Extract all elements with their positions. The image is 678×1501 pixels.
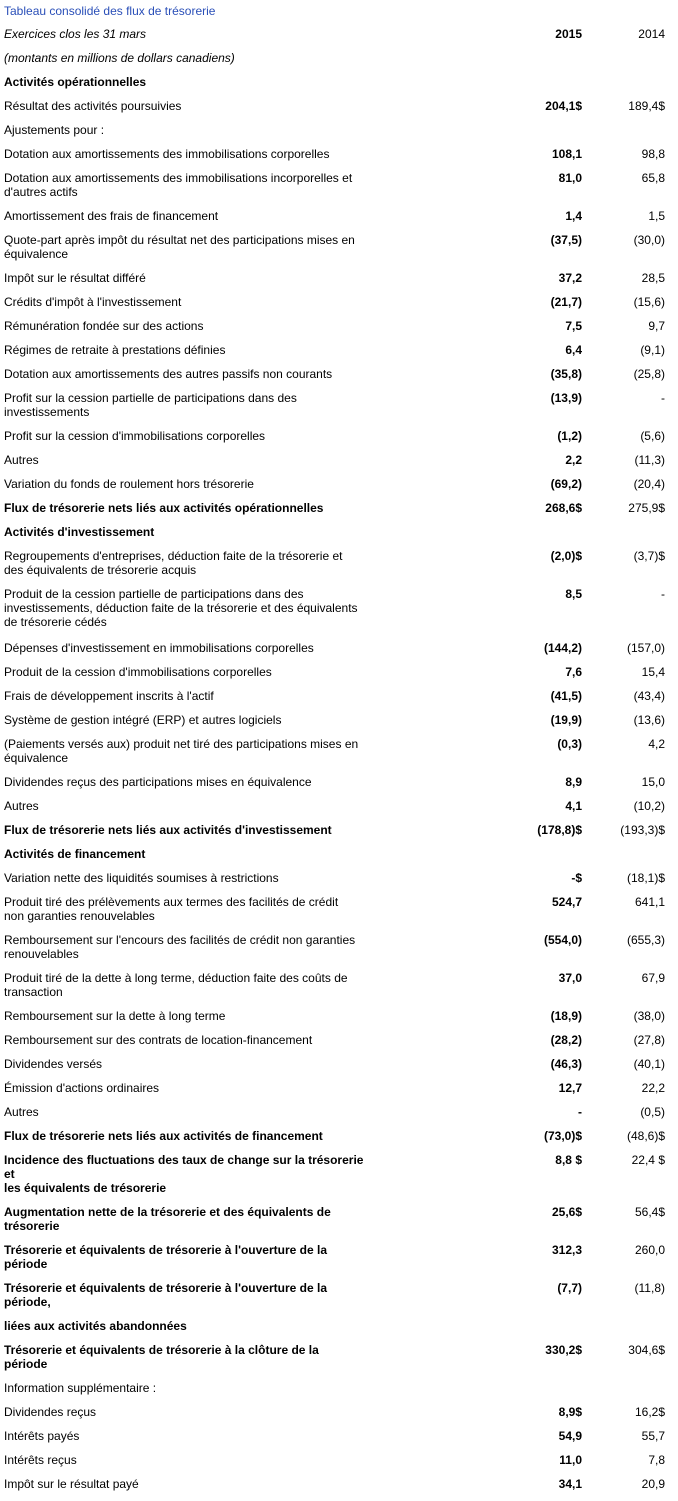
table-row (0, 1148, 678, 1200)
table-row (0, 708, 678, 732)
value-2014: (48,6)$ (626, 1129, 665, 1143)
value-2014: 56,4$ (634, 1205, 665, 1219)
row-label: Incidence des fluctuations des taux de change sur la trésorerie et les équivalents de trésorerie (4, 1153, 364, 1195)
value-2015: (0,3) (557, 737, 582, 751)
value-2014: 260,0 (634, 1243, 665, 1257)
value-2014: (18,1)$ (626, 871, 665, 885)
table-row (0, 22, 678, 46)
value-2015: (13,9) (550, 391, 582, 405)
row-label: Activités d'investissement (4, 525, 155, 539)
value-2014: 22,2 (641, 1081, 665, 1095)
table-row (0, 1124, 678, 1148)
value-2015: 12,7 (558, 1081, 582, 1095)
row-label: Trésorerie et équivalents de trésorerie à l'ouverture de la période, (4, 1281, 327, 1309)
row-label: Remboursement sur l'encours des facilités de crédit non garanties renouvelables (4, 933, 356, 961)
table-row (0, 166, 678, 204)
value-2015: 25,6$ (551, 1205, 582, 1219)
value-2015: 524,7 (551, 895, 582, 909)
value-2015: 204,1$ (545, 99, 582, 113)
value-2015: 108,1 (551, 147, 582, 161)
table-row (0, 890, 678, 928)
table-row (0, 928, 678, 966)
value-2014: (13,6) (633, 713, 665, 727)
row-label: Dotation aux amortissements des autres passifs non courants (4, 367, 333, 381)
value-2015: (144,2) (543, 641, 582, 655)
table-row (0, 660, 678, 684)
value-2014: 641,1 (634, 895, 665, 909)
row-label: Impôt sur le résultat payé (4, 1477, 139, 1491)
row-label: Flux de trésorerie nets liés aux activités de financement (4, 1129, 323, 1143)
value-2015: (28,2) (550, 1033, 582, 1047)
row-label: Produit de la cession d'immobilisations corporelles (4, 665, 272, 679)
table-row (0, 1338, 678, 1376)
row-label: (montants en millions de dollars canadiens) (4, 51, 235, 65)
row-label: Dividendes versés (4, 1057, 103, 1071)
row-label: Variation nette des liquidités soumises à restrictions (4, 871, 279, 885)
value-2015: - (578, 1105, 582, 1119)
table-row (0, 448, 678, 472)
table-row (0, 1424, 678, 1448)
value-2014: (193,3)$ (620, 823, 665, 837)
table-row (0, 1100, 678, 1124)
value-2014: 15,4 (641, 665, 665, 679)
value-2015: (554,0) (543, 933, 582, 947)
value-2014: - (661, 391, 665, 405)
table-row (0, 228, 678, 266)
table-row (0, 1076, 678, 1100)
value-2015: -$ (571, 871, 582, 885)
table-row (0, 338, 678, 362)
table-row (0, 866, 678, 890)
row-label: Dépenses d'investissement en immobilisations corporelles (4, 641, 314, 655)
table-row (0, 582, 678, 636)
row-label: Information supplémentaire : (4, 1381, 157, 1395)
value-2015: (46,3) (550, 1057, 582, 1071)
table-row (0, 314, 678, 338)
value-2014: 304,6$ (628, 1343, 665, 1357)
row-label: Remboursement sur la dette à long terme (4, 1009, 226, 1023)
row-label: Flux de trésorerie nets liés aux activités d'investissement (4, 823, 332, 837)
value-2015: 8,9$ (558, 1405, 582, 1419)
value-2014: 16,2$ (634, 1405, 665, 1419)
value-2014: 65,8 (641, 171, 665, 185)
value-2014: (10,2) (633, 799, 665, 813)
row-label: Produit de la cession partielle de participations dans des investissements, déduction faite de la trésorerie et des équivalents de trésorerie cédés (4, 587, 358, 629)
table-row (0, 1400, 678, 1424)
value-2014: (655,3) (626, 933, 665, 947)
table-row (0, 544, 678, 582)
value-2014: (0,5) (640, 1105, 665, 1119)
table-row (0, 118, 678, 142)
value-2014: 55,7 (641, 1429, 665, 1443)
value-2014: 7,8 (648, 1453, 665, 1467)
table-row (0, 46, 678, 70)
row-label: Impôt sur le résultat différé (4, 271, 146, 285)
value-2015: 34,1 (558, 1477, 582, 1491)
value-2015: (35,8) (550, 367, 582, 381)
row-label: Regroupements d'entreprises, déduction faite de la trésorerie et des équivalents de trésorerie acquis (4, 549, 343, 577)
table-row (0, 204, 678, 228)
row-label: Profit sur la cession partielle de participations dans des investissements (4, 391, 297, 419)
table-row (0, 1200, 678, 1238)
value-2014: (15,6) (633, 295, 665, 309)
row-label: Trésorerie et équivalents de trésorerie à l'ouverture de la période (4, 1243, 327, 1271)
table-row (0, 1028, 678, 1052)
row-label: Crédits d'impôt à l'investissement (4, 295, 182, 309)
table-row (0, 684, 678, 708)
table-row (0, 1276, 678, 1314)
value-2014: 9,7 (648, 319, 665, 333)
value-2015: 268,6$ (545, 501, 582, 515)
table-row (0, 424, 678, 448)
value-2014: 189,4$ (628, 99, 665, 113)
row-label: Produit tiré des prélèvements aux termes des facilités de crédit non garanties renouvelables (4, 895, 339, 923)
value-2014: (27,8) (633, 1033, 665, 1047)
table-row (0, 496, 678, 520)
row-label: Activités de financement (4, 847, 146, 861)
row-label: Quote-part après impôt du résultat net des participations mises en équivalence (4, 233, 355, 261)
statement-title: Tableau consolidé des flux de trésorerie (4, 4, 216, 18)
row-label: Autres (4, 453, 39, 467)
value-2015: 37,0 (558, 971, 582, 985)
value-2015: 8,9 (565, 775, 582, 789)
table-row (0, 818, 678, 842)
row-label: Rémunération fondée sur des actions (4, 319, 204, 333)
value-2014: 98,8 (641, 147, 665, 161)
row-label: Augmentation nette de la trésorerie et des équivalents de trésorerie (4, 1205, 331, 1233)
value-2014: 2014 (638, 27, 665, 41)
value-2015: 2015 (555, 27, 582, 41)
row-label: Amortissement des frais de financement (4, 209, 219, 223)
row-label: (Paiements versés aux) produit net tiré des participations mises en équivalence (4, 737, 359, 765)
table-row (0, 1238, 678, 1276)
value-2015: 7,6 (565, 665, 582, 679)
value-2015: 2,2 (565, 453, 582, 467)
row-label: Autres (4, 1105, 39, 1119)
row-label: Trésorerie et équivalents de trésorerie à la clôture de la période (4, 1343, 319, 1371)
table-row (0, 732, 678, 770)
value-2014: (43,4) (633, 689, 665, 703)
value-2014: 1,5 (648, 209, 665, 223)
row-label: Produit tiré de la dette à long terme, déduction faite des coûts de transaction (4, 971, 348, 999)
table-row (0, 266, 678, 290)
value-2014: (30,0) (633, 233, 665, 247)
table-row (0, 472, 678, 496)
row-label: Émission d'actions ordinaires (4, 1081, 160, 1095)
value-2015: (41,5) (550, 689, 582, 703)
table-row (0, 1472, 678, 1496)
value-2015: 330,2$ (545, 1343, 582, 1357)
table-row (0, 142, 678, 166)
value-2014: (157,0) (626, 641, 665, 655)
row-label: Autres (4, 799, 39, 813)
row-label: Frais de développement inscrits à l'actif (4, 689, 214, 703)
value-2015: 6,4 (565, 343, 582, 357)
value-2014: (11,8) (634, 1281, 665, 1295)
value-2014: 20,9 (641, 1477, 665, 1491)
value-2014: 275,9$ (628, 501, 665, 515)
table-row (0, 966, 678, 1004)
row-label: Remboursement sur des contrats de location-financement (4, 1033, 313, 1047)
value-2015: 37,2 (558, 271, 582, 285)
table-row (0, 1314, 678, 1338)
value-2015: 312,3 (551, 1243, 582, 1257)
value-2014: 22,4 $ (631, 1153, 665, 1167)
row-label: Dotation aux amortissements des immobilisations incorporelles et d'autres actifs (4, 171, 353, 199)
row-label: Activités opérationnelles (4, 75, 147, 89)
table-row (0, 842, 678, 866)
row-label: liées aux activités abandonnées (4, 1319, 187, 1333)
row-label: Ajustements pour : (4, 123, 105, 137)
statement-table (0, 22, 678, 1496)
value-2015: 8,8 $ (555, 1153, 582, 1167)
table-row (0, 386, 678, 424)
value-2015: (1,2) (557, 429, 582, 443)
row-label: Exercices clos les 31 mars (4, 27, 147, 41)
value-2015: 54,9 (558, 1429, 582, 1443)
value-2015: (19,9) (550, 713, 582, 727)
value-2014: 28,5 (641, 271, 665, 285)
value-2015: (21,7) (550, 295, 582, 309)
table-row (0, 1004, 678, 1028)
table-row (0, 794, 678, 818)
value-2015: (178,8)$ (537, 823, 582, 837)
value-2014: (25,8) (633, 367, 665, 381)
value-2014: (5,6) (640, 429, 665, 443)
row-label: Dividendes reçus (4, 1405, 97, 1419)
table-row (0, 1376, 678, 1400)
row-label: Variation du fonds de roulement hors trésorerie (4, 477, 254, 491)
table-row (0, 520, 678, 544)
table-row (0, 362, 678, 386)
row-label: Résultat des activités poursuivies (4, 99, 182, 113)
row-label: Intérêts payés (4, 1429, 80, 1443)
row-label: Dotation aux amortissements des immobilisations corporelles (4, 147, 330, 161)
value-2014: (20,4) (633, 477, 665, 491)
value-2014: 4,2 (648, 737, 665, 751)
value-2014: - (661, 587, 665, 601)
table-row (0, 1448, 678, 1472)
row-label: Intérêts reçus (4, 1453, 77, 1467)
value-2015: 8,5 (565, 587, 582, 601)
value-2014: (40,1) (633, 1057, 665, 1071)
row-label: Profit sur la cession d'immobilisations corporelles (4, 429, 266, 443)
table-row (0, 94, 678, 118)
value-2015: 11,0 (559, 1453, 582, 1467)
table-row (0, 1052, 678, 1076)
value-2015: (73,0)$ (543, 1129, 582, 1143)
value-2015: (18,9) (550, 1009, 582, 1023)
value-2015: (69,2) (550, 477, 582, 491)
table-row (0, 636, 678, 660)
row-label: Système de gestion intégré (ERP) et autres logiciels (4, 713, 282, 727)
value-2015: 81,0 (558, 171, 582, 185)
value-2014: (38,0) (633, 1009, 665, 1023)
value-2014: 15,0 (641, 775, 665, 789)
value-2015: 7,5 (565, 319, 582, 333)
value-2015: 4,1 (565, 799, 582, 813)
table-row (0, 290, 678, 314)
table-row (0, 70, 678, 94)
value-2015: 1,4 (565, 209, 582, 223)
table-row (0, 770, 678, 794)
value-2014: 67,9 (641, 971, 665, 985)
row-label: Régimes de retraite à prestations définies (4, 343, 226, 357)
row-label: Dividendes reçus des participations mises en équivalence (4, 775, 312, 789)
value-2014: (11,3) (634, 453, 665, 467)
value-2015: (2,0)$ (550, 549, 582, 563)
value-2014: (3,7)$ (633, 549, 665, 563)
row-label: Flux de trésorerie nets liés aux activités opérationnelles (4, 501, 324, 515)
value-2015: (7,7) (557, 1281, 582, 1295)
value-2014: (9,1) (640, 343, 665, 357)
value-2015: (37,5) (550, 233, 582, 247)
